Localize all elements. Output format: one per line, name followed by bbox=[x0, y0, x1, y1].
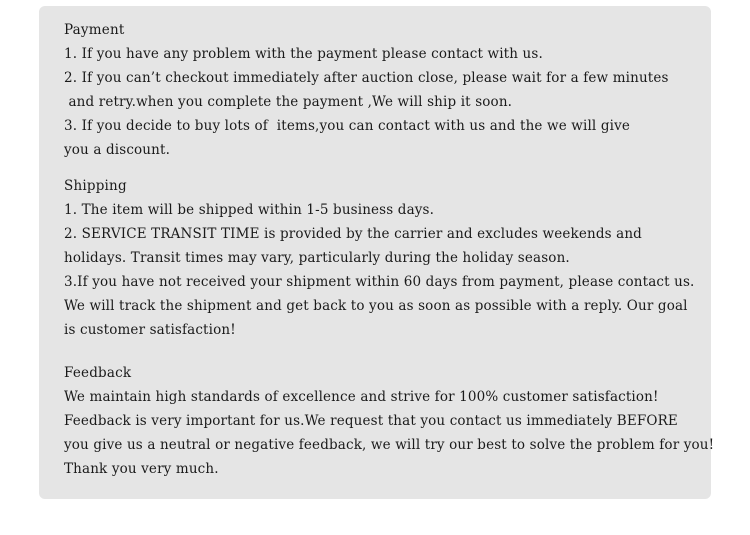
shipping-line: holidays. Transit times may vary, particularly during the holiday season. bbox=[64, 250, 570, 266]
payment-heading: Payment bbox=[64, 22, 125, 38]
feedback-line: We maintain high standards of excellence and strive for 100% customer satisfaction! bbox=[64, 389, 659, 405]
feedback-section bbox=[64, 361, 715, 481]
shipping-line: is customer satisfaction! bbox=[64, 322, 236, 338]
feedback-line: Thank you very much. bbox=[64, 461, 219, 477]
shipping-section bbox=[64, 174, 704, 342]
payment-section bbox=[64, 18, 704, 162]
shipping-line: 3.If you have not received your shipment within 60 days from payment, please contact us. bbox=[64, 274, 695, 290]
shipping-line: We will track the shipment and get back to you as soon as possible with a reply. Our goal bbox=[64, 298, 688, 314]
payment-line: 3. If you decide to buy lots of items,you can contact with us and the we will give bbox=[64, 118, 631, 134]
payment-line: you a discount. bbox=[64, 142, 171, 158]
shipping-line: 1. The item will be shipped within 1-5 business days. bbox=[64, 202, 435, 218]
shipping-heading: Shipping bbox=[64, 178, 127, 194]
feedback-heading: Feedback bbox=[64, 365, 132, 381]
feedback-line: Feedback is very important for us.We request that you contact us immediately BEFORE bbox=[64, 413, 678, 429]
payment-line: and retry.when you complete the payment ,We will ship it soon. bbox=[64, 94, 513, 110]
shipping-line: 2. SERVICE TRANSIT TIME is provided by the carrier and excludes weekends and bbox=[64, 226, 642, 242]
info-panel bbox=[39, 6, 715, 499]
payment-line: 2. If you can’t checkout immediately after auction close, please wait for a few minutes bbox=[64, 70, 669, 86]
feedback-line: you give us a neutral or negative feedback, we will try our best to solve the problem for you! bbox=[64, 437, 715, 453]
payment-line: 1. If you have any problem with the payment please contact with us. bbox=[64, 46, 543, 62]
